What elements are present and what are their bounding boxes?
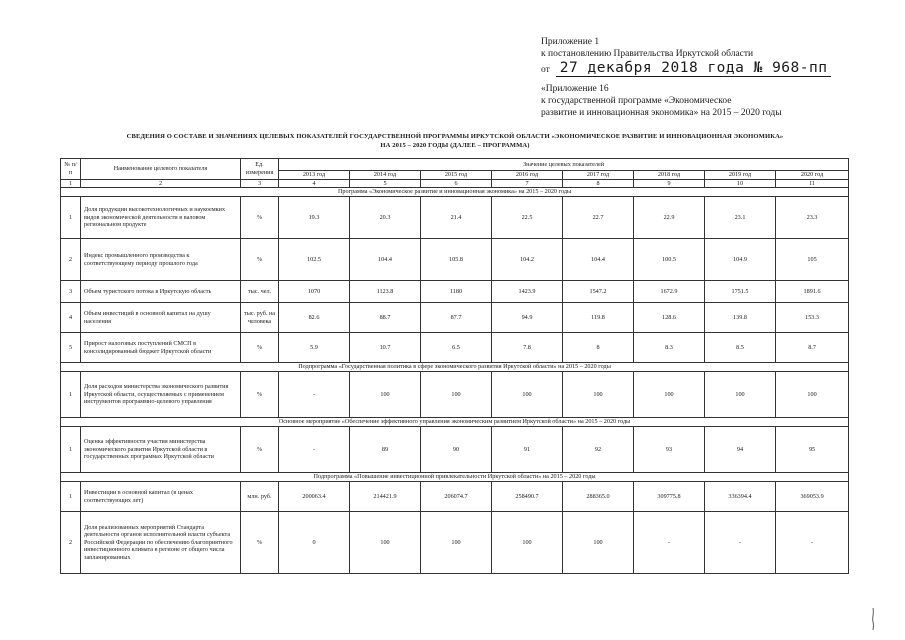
value-cell: 8.5 bbox=[705, 333, 776, 363]
table-row bbox=[61, 482, 849, 512]
column-number: 6 bbox=[421, 179, 492, 188]
value-cell: 206074.7 bbox=[421, 482, 492, 512]
table-row bbox=[61, 239, 849, 281]
unit-cell: % bbox=[241, 333, 279, 363]
value-cell: 1180 bbox=[421, 281, 492, 303]
header-year: 2018 год bbox=[634, 171, 705, 180]
section-title: Подпрограмма «Государственная политика в сфере экономического развития Иркутской области» на 2015 – 2020 годы bbox=[61, 363, 849, 372]
value-cell: 100 bbox=[492, 512, 563, 574]
value-cell: - bbox=[634, 512, 705, 574]
edge-mark-icon bbox=[871, 608, 875, 630]
value-cell: - bbox=[776, 512, 849, 574]
unit-cell: млн. руб. bbox=[241, 482, 279, 512]
value-cell: 100 bbox=[421, 372, 492, 418]
row-number: 2 bbox=[61, 239, 81, 281]
indicator-name: Доля реализованных мероприятий Стандарта деятельности органов исполнительной власти субъекта Российской Федерации по обеспечению благоприятного инвестиционного климата в регионе от общего числа запланированных bbox=[81, 512, 241, 574]
value-cell: 5.9 bbox=[279, 333, 350, 363]
indicators-table bbox=[60, 158, 849, 574]
unit-cell: тыс. чел. bbox=[241, 281, 279, 303]
value-cell: 82.6 bbox=[279, 303, 350, 333]
value-cell: 1123.8 bbox=[350, 281, 421, 303]
document-title bbox=[60, 132, 850, 150]
from-label: от bbox=[541, 65, 550, 75]
value-cell: 100.5 bbox=[634, 239, 705, 281]
appendix-line-4: «Приложение 16 bbox=[541, 84, 609, 94]
row-number: 4 bbox=[61, 303, 81, 333]
value-cell: 6.5 bbox=[421, 333, 492, 363]
unit-cell: тыс. руб. на человека bbox=[241, 303, 279, 333]
table-row bbox=[61, 303, 849, 333]
section-header-row bbox=[61, 363, 849, 372]
value-cell: 90 bbox=[421, 427, 492, 473]
table-row bbox=[61, 512, 849, 574]
value-cell: 100 bbox=[634, 372, 705, 418]
value-cell: 369053.9 bbox=[776, 482, 849, 512]
header-year: 2014 год bbox=[350, 171, 421, 180]
indicator-name: Объем инвестиций в основной капитал на душу населения bbox=[81, 303, 241, 333]
appendix-line-5: к государственной программе «Экономическое bbox=[541, 96, 732, 106]
value-cell: 19.3 bbox=[279, 197, 350, 239]
table-row bbox=[61, 281, 849, 303]
indicator-name: Оценка эффективности участия министерства экономического развития Иркутской области в государственных программах Иркутской области bbox=[81, 427, 241, 473]
section-header-row bbox=[61, 473, 849, 482]
value-cell: 200063.4 bbox=[279, 482, 350, 512]
decree-date-number: 27 декабря 2018 года № 968-пп bbox=[556, 61, 832, 77]
value-cell: 87.7 bbox=[421, 303, 492, 333]
value-cell: 104.2 bbox=[492, 239, 563, 281]
value-cell: 100 bbox=[350, 512, 421, 574]
title-line-2: НА 2015 – 2020 ГОДЫ (ДАЛЕЕ – ПРОГРАММА) bbox=[380, 142, 530, 149]
column-number: 2 bbox=[81, 179, 241, 188]
value-cell: 100 bbox=[705, 372, 776, 418]
decree-date-row bbox=[541, 61, 881, 77]
section-header-row bbox=[61, 188, 849, 197]
section-header-row bbox=[61, 418, 849, 427]
row-number: 1 bbox=[61, 197, 81, 239]
value-cell: 214421.9 bbox=[350, 482, 421, 512]
appendix-line-2: к постановлению Правительства Иркутской области bbox=[541, 49, 754, 59]
header-column-numbers-row bbox=[61, 179, 849, 188]
value-cell: 1672.9 bbox=[634, 281, 705, 303]
value-cell: 102.5 bbox=[279, 239, 350, 281]
value-cell: 100 bbox=[350, 372, 421, 418]
section-title: Основное мероприятие «Обеспечение эффективного управления экономическим развитием Иркутской области» на 2015 – 2020 годы bbox=[61, 418, 849, 427]
row-number: 3 bbox=[61, 281, 81, 303]
unit-cell: % bbox=[241, 512, 279, 574]
indicator-name: Доля расходов министерства экономического развития Иркутской области, осуществляемых с применением инструментов программно-целевого управления bbox=[81, 372, 241, 418]
header-name: Наименование целевого показателя bbox=[81, 159, 241, 180]
header-year: 2015 год bbox=[421, 171, 492, 180]
column-number: 8 bbox=[563, 179, 634, 188]
header-num: № п/п bbox=[61, 159, 81, 180]
column-number: 3 bbox=[241, 179, 279, 188]
value-cell: 1751.5 bbox=[705, 281, 776, 303]
value-cell: 23.1 bbox=[705, 197, 776, 239]
value-cell: 1547.2 bbox=[563, 281, 634, 303]
column-number: 4 bbox=[279, 179, 350, 188]
column-number: 5 bbox=[350, 179, 421, 188]
value-cell: 100 bbox=[563, 512, 634, 574]
value-cell: 139.8 bbox=[705, 303, 776, 333]
unit-cell: % bbox=[241, 427, 279, 473]
unit-cell: % bbox=[241, 372, 279, 418]
indicator-name: Объем туристского потока в Иркутскую область bbox=[81, 281, 241, 303]
value-cell: 91 bbox=[492, 427, 563, 473]
value-cell: 128.6 bbox=[634, 303, 705, 333]
value-cell: - bbox=[705, 512, 776, 574]
unit-cell: % bbox=[241, 239, 279, 281]
value-cell: 100 bbox=[776, 372, 849, 418]
value-cell: 8 bbox=[563, 333, 634, 363]
value-cell: 20.3 bbox=[350, 197, 421, 239]
value-cell: 1423.9 bbox=[492, 281, 563, 303]
value-cell: 8.3 bbox=[634, 333, 705, 363]
value-cell: 10.7 bbox=[350, 333, 421, 363]
value-cell: 336394.4 bbox=[705, 482, 776, 512]
header-year: 2017 год bbox=[563, 171, 634, 180]
indicator-name: Доля продукции высокотехнологичных и наукоемких видов экономической деятельности в валовом региональном продукте bbox=[81, 197, 241, 239]
value-cell: 309775.8 bbox=[634, 482, 705, 512]
value-cell: 100 bbox=[421, 512, 492, 574]
row-number: 5 bbox=[61, 333, 81, 363]
value-cell: 0 bbox=[279, 512, 350, 574]
value-cell: 105.8 bbox=[421, 239, 492, 281]
appendix-line-1: Приложение 1 bbox=[541, 37, 600, 47]
table-row bbox=[61, 372, 849, 418]
table-row bbox=[61, 427, 849, 473]
header-unit: Ед. измерения bbox=[241, 159, 279, 180]
value-cell: 93 bbox=[634, 427, 705, 473]
value-cell: 23.3 bbox=[776, 197, 849, 239]
value-cell: 100 bbox=[492, 372, 563, 418]
row-number: 1 bbox=[61, 427, 81, 473]
value-cell: 1070 bbox=[279, 281, 350, 303]
value-cell: 100 bbox=[563, 372, 634, 418]
value-cell: - bbox=[279, 427, 350, 473]
column-number: 1 bbox=[61, 179, 81, 188]
value-cell: 1891.6 bbox=[776, 281, 849, 303]
value-cell: 94.9 bbox=[492, 303, 563, 333]
section-title: Программа «Экономическое развитие и инновационная экономика» на 2015 – 2020 годы bbox=[61, 188, 849, 197]
value-cell: 88.7 bbox=[350, 303, 421, 333]
header-row-1 bbox=[61, 159, 849, 171]
value-cell: 288365.0 bbox=[563, 482, 634, 512]
value-cell: 105 bbox=[776, 239, 849, 281]
value-cell: 22.5 bbox=[492, 197, 563, 239]
value-cell: 94 bbox=[705, 427, 776, 473]
value-cell: - bbox=[279, 372, 350, 418]
value-cell: 95 bbox=[776, 427, 849, 473]
table-body bbox=[61, 188, 849, 574]
value-cell: 153.3 bbox=[776, 303, 849, 333]
column-number: 11 bbox=[776, 179, 849, 188]
indicator-name: Индекс промышленного производства к соответствующему периоду прошлого года bbox=[81, 239, 241, 281]
appendix-line-6: развитие и инновационная экономика» на 2015 – 2020 годы bbox=[541, 108, 782, 118]
header-year: 2013 год bbox=[279, 171, 350, 180]
indicator-name: Прирост налоговых поступлений СМСП в консолидированный бюджет Иркутской области bbox=[81, 333, 241, 363]
table-row bbox=[61, 333, 849, 363]
unit-cell: % bbox=[241, 197, 279, 239]
value-cell: 258490.7 bbox=[492, 482, 563, 512]
value-cell: 92 bbox=[563, 427, 634, 473]
column-number: 10 bbox=[705, 179, 776, 188]
header-values-group: Значение целевых показателей bbox=[279, 159, 849, 171]
column-number: 7 bbox=[492, 179, 563, 188]
appendix-block bbox=[541, 36, 881, 119]
row-number: 2 bbox=[61, 512, 81, 574]
header-year: 2016 год bbox=[492, 171, 563, 180]
header-year: 2020 год bbox=[776, 171, 849, 180]
table-row bbox=[61, 197, 849, 239]
value-cell: 8.7 bbox=[776, 333, 849, 363]
value-cell: 104.4 bbox=[350, 239, 421, 281]
value-cell: 21.4 bbox=[421, 197, 492, 239]
value-cell: 119.8 bbox=[563, 303, 634, 333]
value-cell: 22.7 bbox=[563, 197, 634, 239]
value-cell: 22.9 bbox=[634, 197, 705, 239]
indicator-name: Инвестиции в основной капитал (в ценах соответствующих лет) bbox=[81, 482, 241, 512]
row-number: 1 bbox=[61, 372, 81, 418]
header-year: 2019 год bbox=[705, 171, 776, 180]
section-title: Подпрограмма «Повышение инвестиционной привлекательности Иркутской области» на 2015 – 2020 годы bbox=[61, 473, 849, 482]
value-cell: 104.4 bbox=[563, 239, 634, 281]
value-cell: 104.9 bbox=[705, 239, 776, 281]
column-number: 9 bbox=[634, 179, 705, 188]
row-number: 1 bbox=[61, 482, 81, 512]
title-line-1: СВЕДЕНИЯ О СОСТАВЕ И ЗНАЧЕНИЯХ ЦЕЛЕВЫХ ПОКАЗАТЕЛЕЙ ГОСУДАРСТВЕННОЙ ПРОГРАММЫ ИРКУТСКОЙ ОБЛАСТИ «ЭКОНОМИЧЕСКОЕ РАЗВИТИЕ И ИННОВАЦИОННАЯ ЭКОНОМИКА» bbox=[126, 133, 784, 140]
value-cell: 7.8 bbox=[492, 333, 563, 363]
value-cell: 89 bbox=[350, 427, 421, 473]
